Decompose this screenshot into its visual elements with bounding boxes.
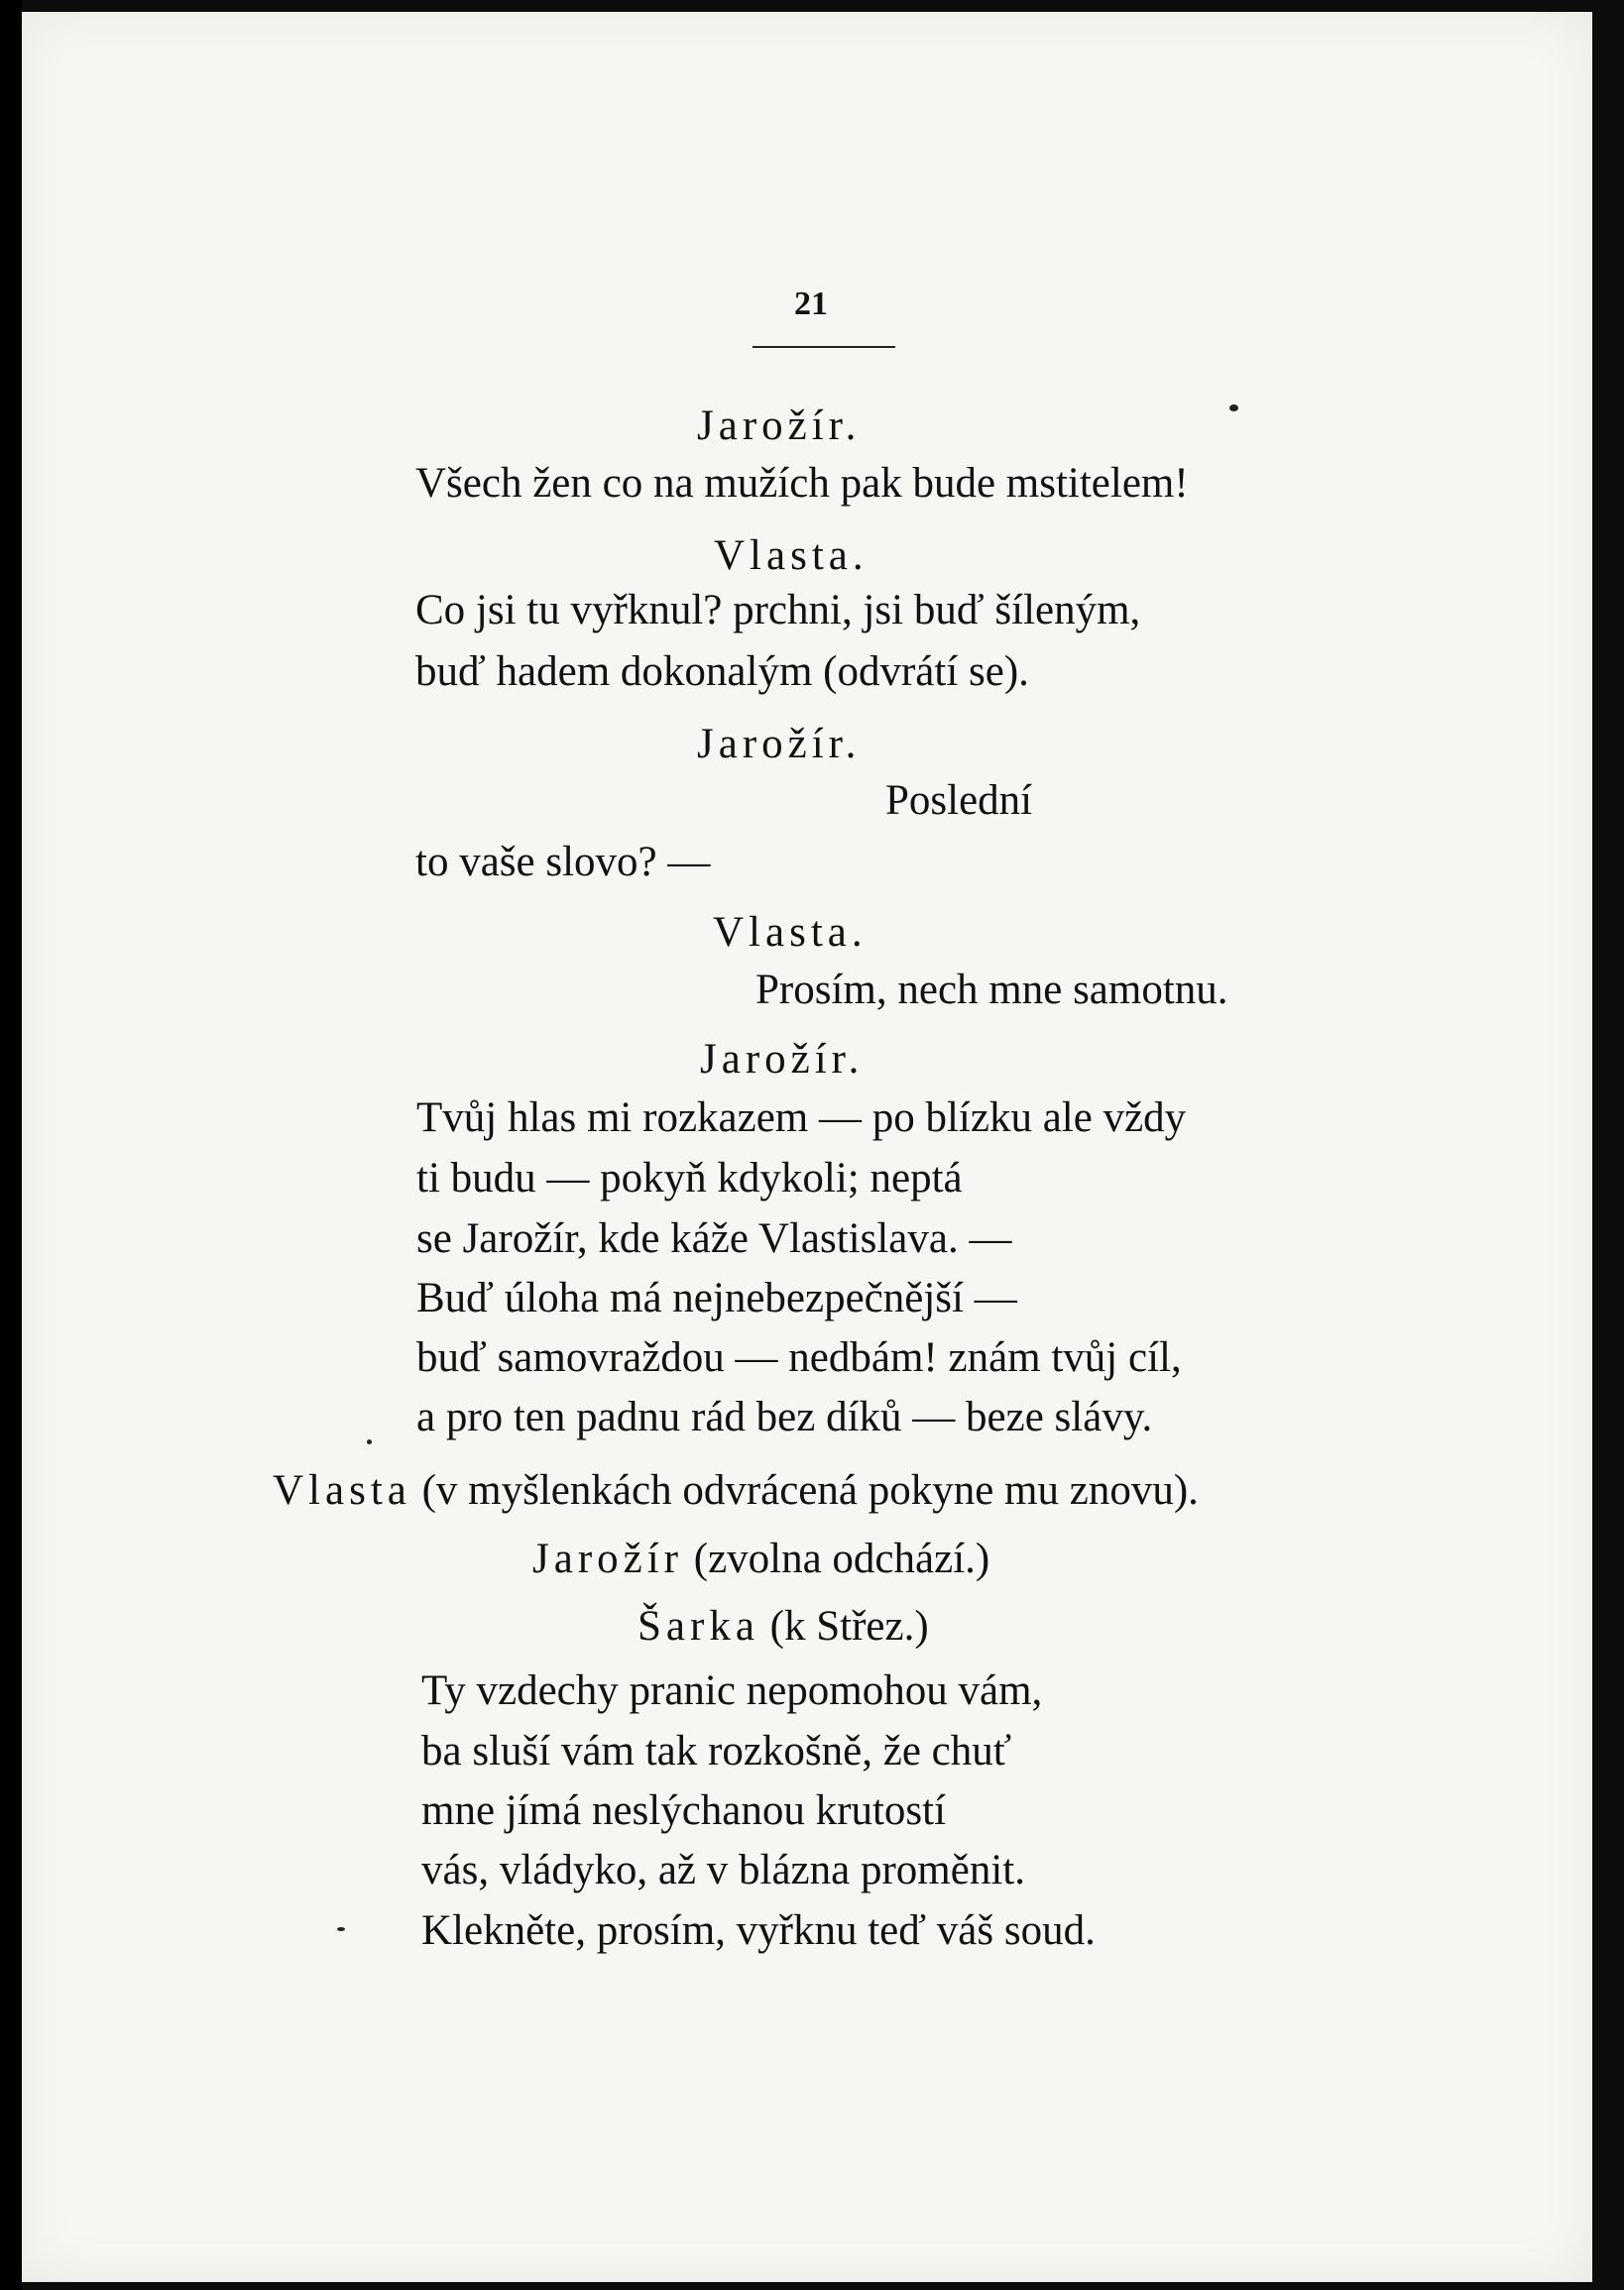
speaker-name: Jarožír. bbox=[697, 402, 862, 449]
ink-speck bbox=[367, 1439, 372, 1444]
stage-direction-text: (k Střez.) bbox=[758, 1603, 929, 1650]
stage-direction bbox=[273, 1467, 1199, 1515]
verse-line: Všech žen co na mužích pak bude mstitelem! bbox=[415, 460, 1189, 507]
page-number-rule bbox=[753, 346, 895, 348]
stage-direction-speaker: Šarka bbox=[638, 1603, 759, 1650]
verse-line: mne jímá neslýchanou krutostí bbox=[421, 1787, 947, 1834]
verse-line: vás, vládyko, až v blázna proměnit. bbox=[421, 1847, 1025, 1893]
speaker-name: Jarožír. bbox=[697, 721, 862, 767]
book-page bbox=[22, 12, 1592, 2282]
verse-line: buď samovraždou — nedbám! znám tvůj cíl, bbox=[416, 1334, 1182, 1381]
verse-line: Buď úloha má nejnebezpečnější — bbox=[416, 1275, 1017, 1321]
page-number: 21 bbox=[794, 286, 828, 322]
stage-direction-text: (v myšlenkách odvrácená pokyne mu znovu). bbox=[410, 1467, 1199, 1514]
stage-direction bbox=[638, 1603, 929, 1651]
verse-line: Prosím, nech mne samotnu. bbox=[755, 967, 1228, 1013]
verse-line: buď hadem dokonalým (odvrátí se). bbox=[415, 648, 1029, 695]
verse-line: to vaše slovo? — bbox=[415, 839, 711, 885]
verse-line: Ty vzdechy pranic nepomohou vám, bbox=[421, 1667, 1043, 1714]
stage-direction-text: (zvolna odchází.) bbox=[683, 1536, 990, 1582]
verse-line: Klekněte, prosím, vyřknu teď váš soud. bbox=[421, 1907, 1096, 1954]
verse-line: Co jsi tu vyřknul? prchni, jsi buď šíleným, bbox=[415, 587, 1141, 633]
verse-line: Tvůj hlas mi rozkazem — po blízku ale vždy bbox=[416, 1094, 1187, 1141]
stage-direction-speaker: Jarožír bbox=[532, 1536, 683, 1582]
stage-direction-speaker: Vlasta bbox=[273, 1467, 411, 1514]
binding-edge bbox=[0, 0, 22, 2290]
stage-direction bbox=[532, 1536, 989, 1583]
speaker-name: Vlasta. bbox=[714, 532, 869, 579]
verse-line: a pro ten padnu rád bez díků — beze slávy. bbox=[416, 1394, 1153, 1440]
ink-speck bbox=[337, 1927, 345, 1931]
verse-line: ba sluší vám tak rozkošně, že chuť bbox=[421, 1728, 1012, 1775]
speaker-name: Jarožír. bbox=[700, 1036, 865, 1083]
ink-speck bbox=[1229, 404, 1238, 411]
verse-line: se Jarožír, kde káže Vlastislava. — bbox=[416, 1215, 1012, 1262]
speaker-name: Vlasta. bbox=[713, 909, 868, 956]
verse-line: Poslední bbox=[885, 777, 1033, 824]
verse-line: ti budu — pokyň kdykoli; neptá bbox=[416, 1155, 963, 1202]
